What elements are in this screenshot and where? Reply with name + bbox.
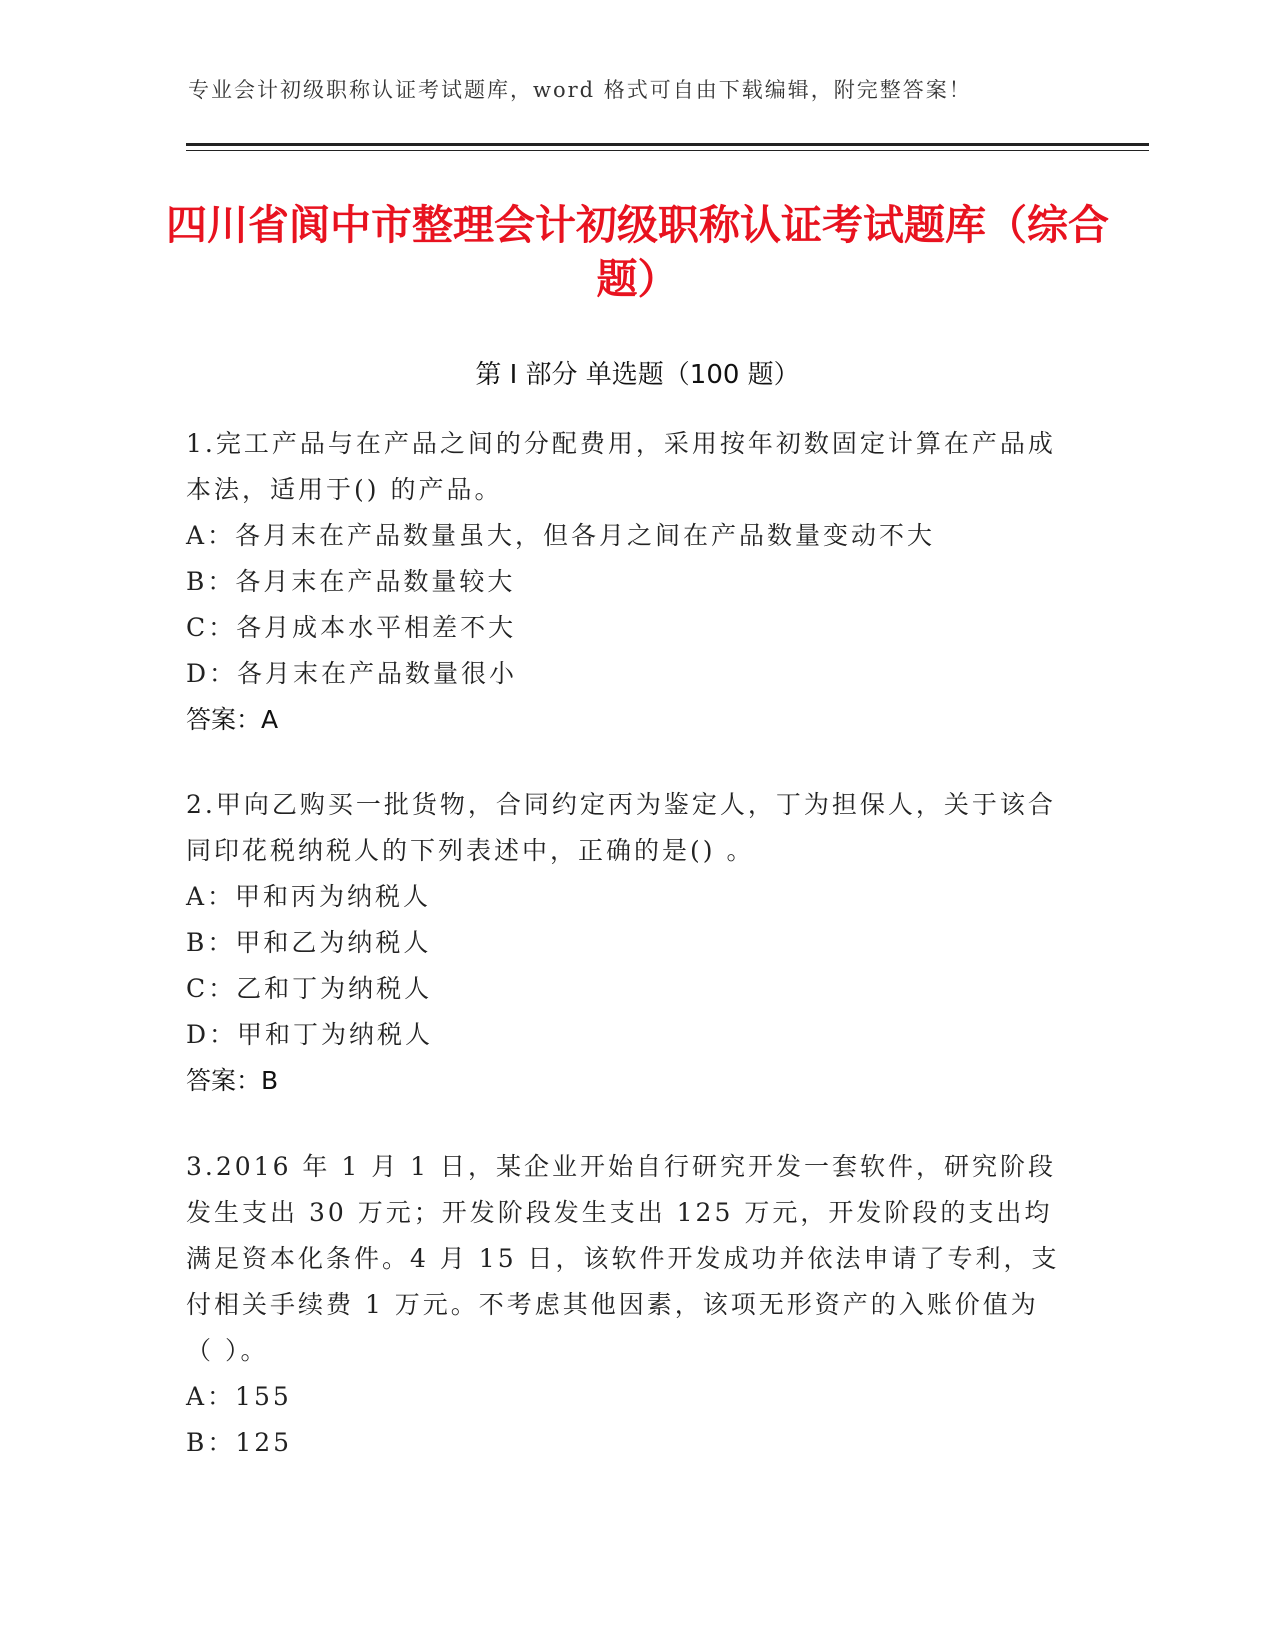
answer: 答案：A: [186, 705, 279, 734]
question-3: [186, 1144, 1066, 1466]
question-text: 1.完工产品与在产品之间的分配费用，采用按年初数固定计算在产品成本法，适用于() 的产品。: [186, 429, 1056, 504]
header-rule-thin: [186, 150, 1149, 151]
option-c: C：各月成本水平相差不大: [186, 613, 517, 642]
question-2: [186, 782, 1066, 1104]
option-b: B：125: [186, 1428, 293, 1457]
option-d: D：甲和丁为纳税人: [186, 1020, 434, 1049]
question-text: 3.2016 年 1 月 1 日，某企业开始自行研究开发一套软件，研究阶段发生支出 30 万元；开发阶段发生支出 125 万元，开发阶段的支出均满足资本化条件。4 月 15 日，该软件开发成功并依法申请了专利，支付相关手续费 1 万元。不考虑其他因素，该项无形资产的入账价值为（ ）。: [186, 1152, 1060, 1365]
option-d: D：各月末在产品数量很小: [186, 659, 518, 688]
header-note: 专业会计初级职称认证考试题库，word 格式可自由下载编辑，附完整答案！: [188, 78, 972, 102]
option-a: A：155: [186, 1382, 292, 1411]
document-title: 四川省阆中市整理会计初级职称认证考试题库（综合题）: [166, 201, 1109, 303]
option-a: A：甲和丙为纳税人: [186, 882, 432, 911]
option-b: B：各月末在产品数量较大: [186, 567, 516, 596]
option-a: A：各月末在产品数量虽大，但各月之间在产品数量变动不大: [186, 521, 936, 550]
question-text: 2.甲向乙购买一批货物，合同约定丙为鉴定人，丁为担保人，关于该合同印花税纳税人的下列表述中，正确的是() 。: [186, 790, 1056, 865]
question-1: [186, 421, 1066, 743]
answer: 答案：B: [186, 1066, 279, 1095]
option-b: B：甲和乙为纳税人: [186, 928, 432, 957]
header-rule-thick: [186, 143, 1149, 146]
option-c: C：乙和丁为纳税人: [186, 974, 433, 1003]
section-title: 第 I 部分 单选题（100 题）: [475, 360, 800, 390]
